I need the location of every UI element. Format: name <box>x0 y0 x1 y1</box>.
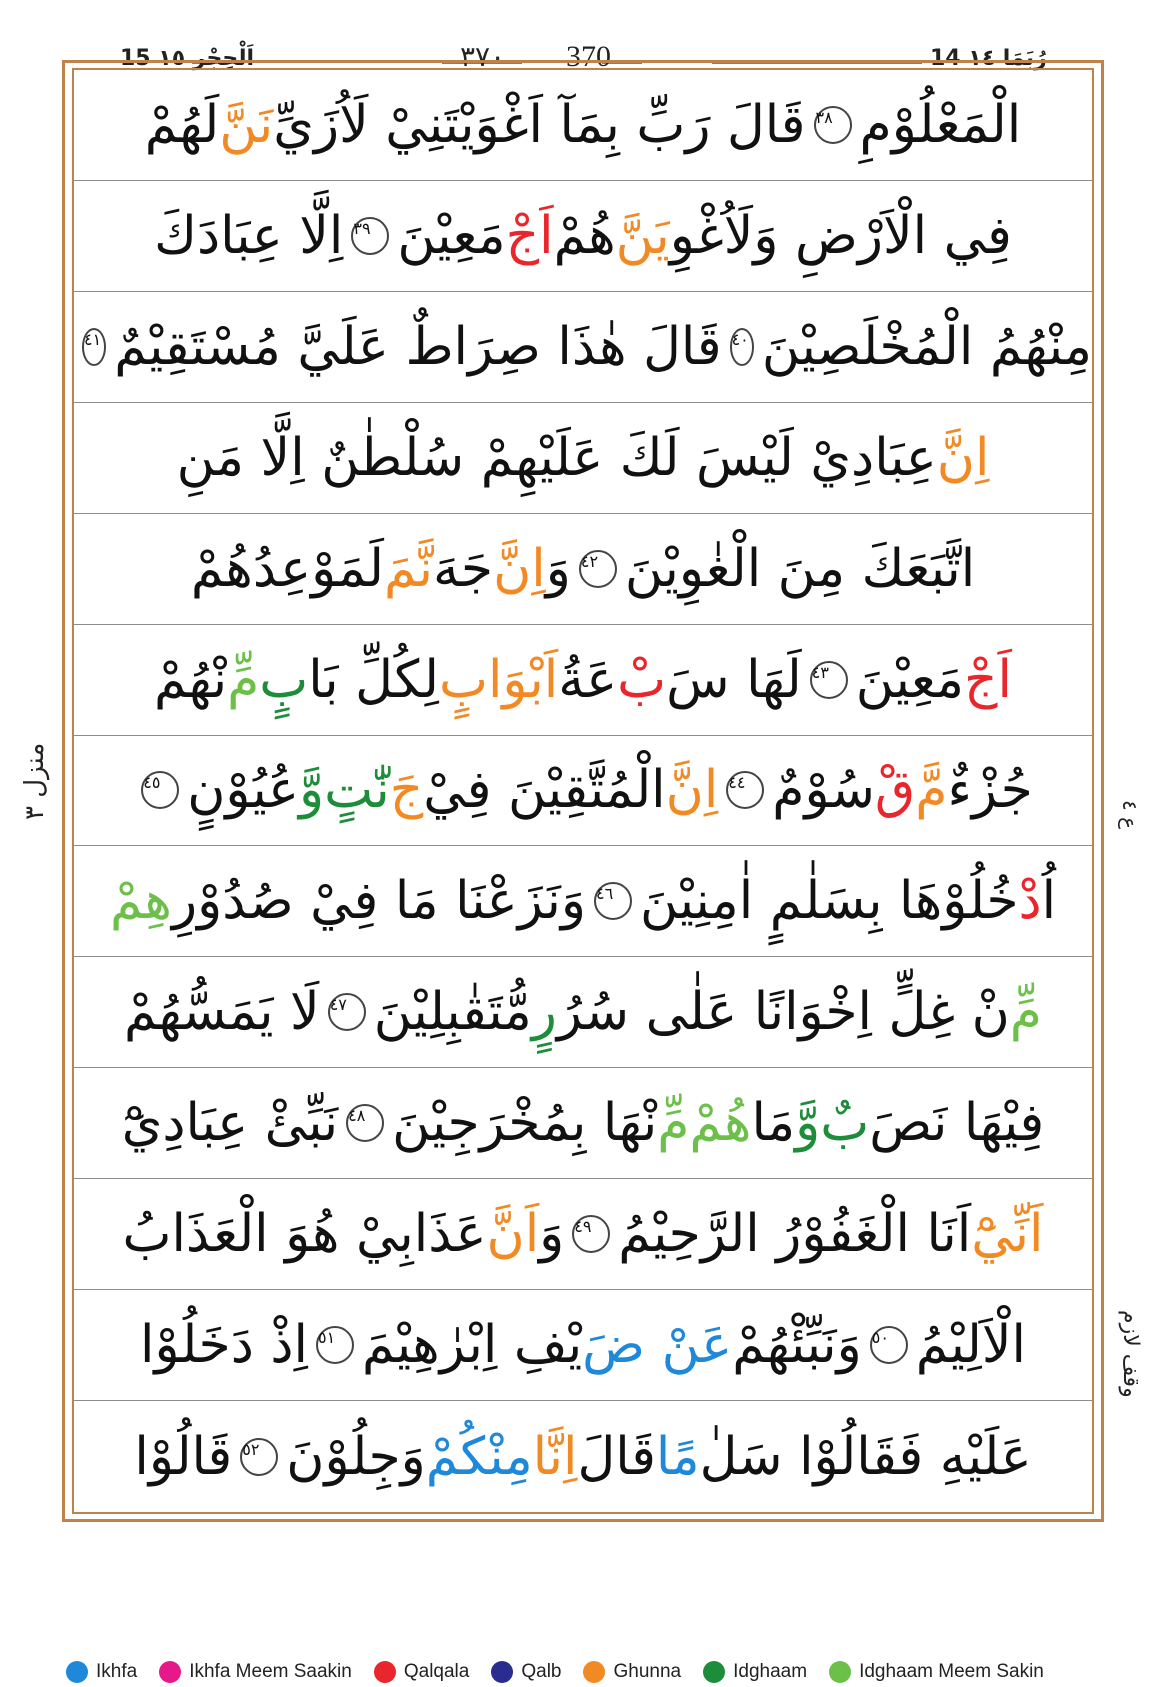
legend-color-dot <box>491 1661 513 1683</box>
verse-text: قَالَ <box>577 1426 656 1487</box>
tajweed-highlight: نّٰتٍ <box>324 760 390 821</box>
text-line <box>74 736 1092 847</box>
tajweed-highlight: مًا <box>655 1426 700 1487</box>
verse-text: عَةُ <box>558 649 618 710</box>
tajweed-highlight: اَجْ <box>505 205 554 266</box>
text-line <box>74 1401 1092 1512</box>
ayah-number-marker: ٣٨ <box>814 106 852 144</box>
ayah-number-marker: ٤١ <box>82 328 106 366</box>
tajweed-highlight: نَّمَ <box>383 538 434 599</box>
legend-item <box>374 1661 470 1683</box>
tajweed-highlight: اِنَّا <box>532 1426 578 1487</box>
verse-text: وَ <box>539 1204 565 1265</box>
legend-label: Ikhfa <box>96 1661 138 1682</box>
tajweed-highlight: اِنَّ <box>665 760 719 821</box>
verse-text: اتَّبَعَكَ مِنَ الْغٰوِيْنَ <box>624 538 976 599</box>
verse-text: مِنْهُمُ الْمُخْلَصِيْنَ <box>761 316 1092 377</box>
verse-text: اِذْ دَخَلُوْا <box>140 1315 308 1376</box>
legend-item <box>583 1661 681 1683</box>
verse-text: قَالَ هٰذَا صِرَاطٌ عَلَيَّ مُسْتَقِيْمٌ <box>114 316 722 377</box>
verse-text: اَنَا الْغَفُوْرُ الرَّحِيْمُ <box>618 1204 972 1265</box>
legend-color-dot <box>829 1661 851 1683</box>
ayah-number-marker: ٤٩ <box>572 1215 610 1253</box>
ayah-number-marker: ٥٠ <box>870 1326 908 1364</box>
text-line <box>74 70 1092 181</box>
text-line <box>74 292 1092 403</box>
verse-text: نْ غِلٍّ اِخْوَانًا عَلٰى سُرُ <box>556 982 1010 1043</box>
surah-label: 15 اَلْحِجْر ١٥ <box>120 46 254 71</box>
verse-text: اِلَّا عِبَادَكَ <box>154 205 344 266</box>
verse-text: وَنَزَعْنَا مَا فِيْ صُدُوْرِ <box>171 871 586 932</box>
tajweed-highlight: اَنَّ <box>486 1204 540 1265</box>
verse-text: الْاَلِيْمُ <box>915 1315 1026 1376</box>
legend-color-dot <box>374 1661 396 1683</box>
legend-color-dot <box>66 1661 88 1683</box>
manzil-marker: منزل ٣ <box>20 742 50 820</box>
tajweed-highlight: بٌ <box>820 1093 870 1154</box>
legend-label: Ghunna <box>613 1661 682 1682</box>
verse-text: مَعِيْنَ <box>397 205 506 266</box>
verse-text: الْمُتَّقِيْنَ فِيْ <box>423 760 666 821</box>
verse-text: عُيُوْنٍ <box>187 760 300 821</box>
tajweed-highlight: بْ <box>617 649 667 710</box>
verse-text: مَا <box>751 1093 796 1154</box>
tajweed-highlight: اِنَّ <box>936 427 990 488</box>
page-number: 370 <box>566 40 611 73</box>
verse-text: لَهَا سَ <box>666 649 802 710</box>
ayah-number-marker: ٤٣ <box>810 661 848 699</box>
verse-text: مُّتَقٰبِلِيْنَ <box>373 982 532 1043</box>
legend-item <box>829 1661 1044 1683</box>
legend-item <box>491 1661 561 1683</box>
verse-text: عِبَادِيْ لَيْسَ لَكَ عَلَيْهِمْ سُلْطٰنٌ اِلَّا مَنِ <box>176 427 937 488</box>
text-line <box>74 1068 1092 1179</box>
tajweed-highlight: دْ <box>1018 871 1042 932</box>
legend-label: Qalqala <box>403 1661 470 1682</box>
ayah-number-marker: ٥٢ <box>240 1438 278 1476</box>
legend-item <box>159 1661 352 1683</box>
verse-text: هُمْ <box>553 205 616 266</box>
tajweed-highlight: جَ <box>389 760 424 821</box>
ayah-number-marker: ٤٧ <box>328 993 366 1031</box>
tajweed-legend <box>66 1657 1136 1687</box>
verse-text: مَعِيْنَ <box>855 649 964 710</box>
text-line <box>74 957 1092 1068</box>
text-line <box>74 403 1092 514</box>
tajweed-highlight: عَنْ ضَ <box>582 1315 733 1376</box>
verse-text: جُزْءٌ <box>947 760 1033 821</box>
legend-item <box>66 1661 137 1683</box>
verse-text: عَلَيْهِ فَقَالُوْا سَلٰ <box>699 1426 1032 1487</box>
ayah-number-marker: ٤٨ <box>346 1104 384 1142</box>
verse-text: نَبِّئْ عِبَادِيْٓ <box>121 1093 339 1154</box>
tajweed-highlight: اَنِّيْٓ <box>971 1204 1044 1265</box>
ayah-number-marker: ٤٠ <box>730 328 754 366</box>
tajweed-highlight: اِنَّ <box>493 538 546 599</box>
text-line <box>74 625 1092 736</box>
verse-text: فِيْهَا نَصَ <box>869 1093 1045 1154</box>
tajweed-highlight: قْ <box>874 760 916 821</box>
ayah-number-marker: ٤٥ <box>141 771 179 809</box>
verse-text: جَهَ <box>433 538 494 599</box>
verse-text: وَنَبِّئْهُمْ <box>732 1315 862 1376</box>
legend-label: Ikhfa Meem Saakin <box>189 1661 352 1682</box>
juz-label: 14 رُبَمَا ١٤ <box>930 46 1047 71</box>
text-line <box>74 1179 1092 1290</box>
tajweed-highlight: نَنَّ <box>219 94 274 155</box>
tajweed-highlight: اَجْ <box>963 649 1012 710</box>
verse-text: لَمَوْعِدُهُمْ <box>190 538 384 599</box>
verse-text: سُوْمٌ <box>772 760 875 821</box>
tajweed-highlight: وَّ <box>795 1093 821 1154</box>
waqf-lazim-marker: وقف لازم <box>1118 1310 1143 1398</box>
verse-text: فِي الْاَرْضِ وَلَاُغْوِ <box>669 205 1012 266</box>
tajweed-highlight: مِّ <box>227 649 260 710</box>
text-line <box>74 181 1092 292</box>
text-line <box>74 1290 1092 1401</box>
ayah-number-marker: ٤٢ <box>579 550 617 588</box>
tajweed-highlight: مَّ <box>915 760 948 821</box>
quran-text-area <box>74 70 1092 1512</box>
verse-text: خُلُوْهَا بِسَلٰمٍ اٰمِنِيْنَ <box>639 871 1019 932</box>
verse-text: قَالُوْا <box>134 1426 233 1487</box>
ayah-number-marker: ٥١ <box>316 1326 354 1364</box>
legend-label: Idghaam <box>733 1661 808 1682</box>
ayah-number-marker: ٣٩ <box>351 217 389 255</box>
verse-text: نْهُمْ <box>154 649 228 710</box>
verse-text: نْهَا بِمُخْرَجِيْنَ <box>392 1093 658 1154</box>
verse-text: اُ <box>1041 871 1057 932</box>
verse-text: لَا يَمَسُّهُمْ <box>124 982 320 1043</box>
tajweed-highlight: رٍ <box>531 982 557 1043</box>
tajweed-highlight: مِنْكُمْ <box>425 1426 533 1487</box>
verse-text: عَذَابِيْ هُوَ الْعَذَابُ <box>122 1204 487 1265</box>
page-number-arabic: ٣٧٠ <box>460 40 506 73</box>
tajweed-highlight: مِّ <box>657 1093 690 1154</box>
legend-label: Qalb <box>521 1661 562 1682</box>
verse-text: لِكُلِّ بَا <box>308 649 440 710</box>
tajweed-highlight: اَبْوَابٍ <box>439 649 559 710</box>
legend-label: Idghaam Meem Sakin <box>859 1661 1044 1682</box>
ayah-number-marker: ٤٤ <box>726 771 764 809</box>
verse-text: الْمَعْلُوْمِ <box>859 94 1022 155</box>
tajweed-highlight: يَنَّ <box>615 205 670 266</box>
verse-text: لَهُمْ <box>144 94 220 155</box>
legend-color-dot <box>703 1661 725 1683</box>
verse-text: قَالَ رَبِّ بِمَآ اَغْوَيْتَنِيْ لَاُزَيِّ <box>273 94 806 155</box>
legend-item <box>703 1661 807 1683</box>
legend-color-dot <box>159 1661 181 1683</box>
tajweed-highlight: مِّ <box>1009 982 1042 1043</box>
text-line <box>74 514 1092 625</box>
verse-text: يْفِ اِبْرٰهِيْمَ <box>362 1315 583 1376</box>
tajweed-highlight: بٍ <box>259 649 309 710</box>
verse-text: وَجِلُوْنَ <box>286 1426 426 1487</box>
legend-color-dot <box>583 1661 605 1683</box>
tajweed-highlight: هِمْ <box>109 871 172 932</box>
ruku-marker: ع ٤ <box>1118 800 1142 830</box>
tajweed-highlight: وَّ <box>299 760 325 821</box>
verse-text: وَ <box>545 538 571 599</box>
text-line <box>74 846 1092 957</box>
tajweed-highlight: هُمْ <box>689 1093 752 1154</box>
ayah-number-marker: ٤٦ <box>594 882 632 920</box>
